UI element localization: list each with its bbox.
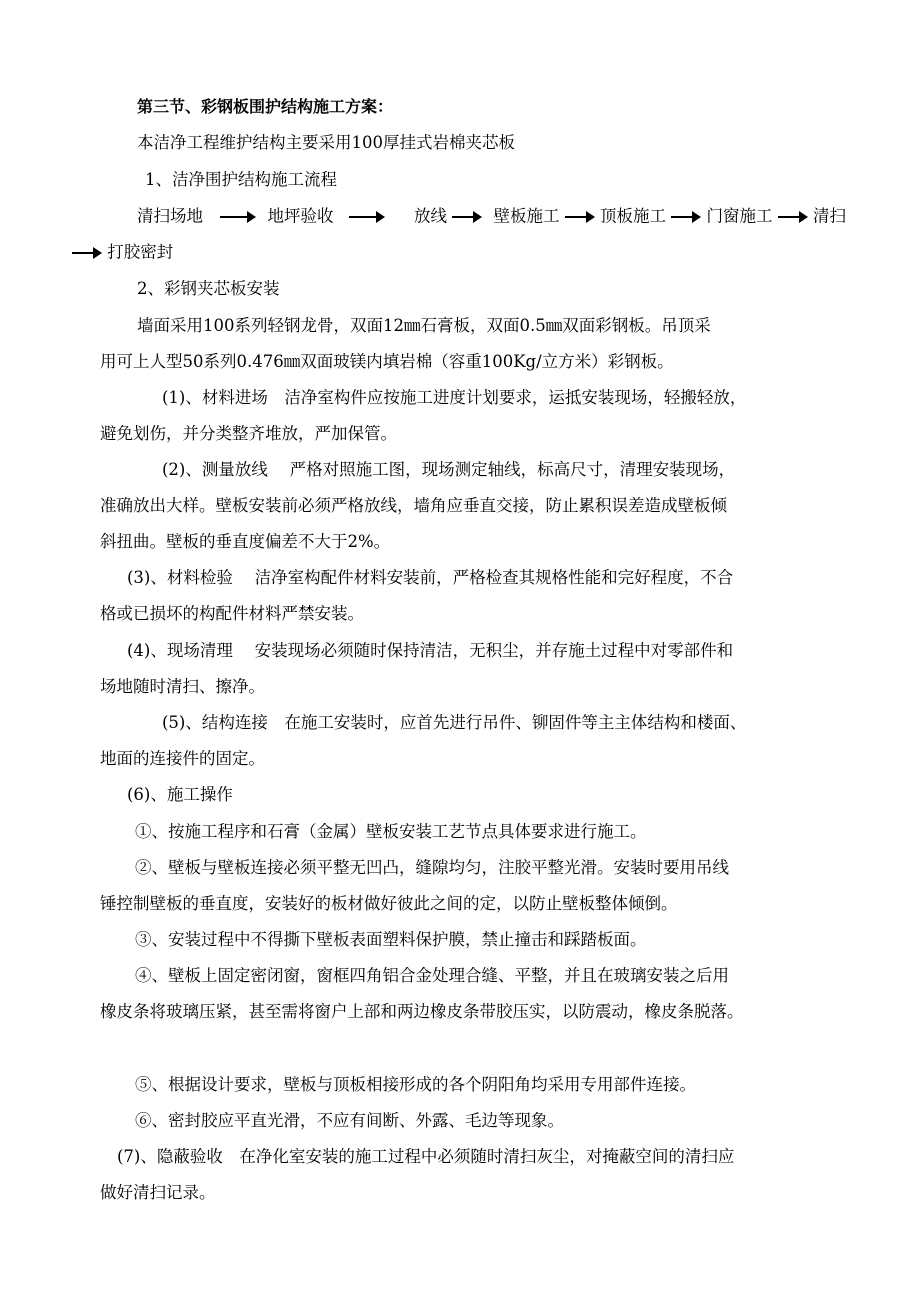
sub-item-4-line: 橡皮条将玻璃压紧，甚至需将窗户上部和两边橡皮条带胶压实，以防震动，橡皮条脱落。 xyxy=(100,1002,744,1021)
arrow-right-icon xyxy=(565,211,595,223)
item5-line: (5)、结构连接 在施工安装时，应首先进行吊件、铆固件等主主体结构和楼面、 xyxy=(162,713,747,732)
flow-step: 壁板施工 xyxy=(493,206,560,226)
flow-step: 清扫 xyxy=(813,206,846,226)
flow-step: 门窗施工 xyxy=(706,206,773,226)
arrow-right-icon xyxy=(452,211,482,223)
arrow-right-icon xyxy=(671,211,701,223)
sub-item-1: ①、按施工程序和石膏（金属）壁板安装工艺节点具体要求进行施工。 xyxy=(135,822,647,841)
arrow-right-icon xyxy=(778,211,808,223)
arrow-right-icon xyxy=(349,211,385,223)
flow-step: 地坪验收 xyxy=(267,206,334,226)
section-heading: 第三节、彩钢板围护结构施工方案： xyxy=(137,97,394,116)
item4-line: (4)、现场清理 安装现场必须随时保持清洁，无积尘，并存施土过程中对零部件和 xyxy=(127,641,734,660)
flow-step: 放线 xyxy=(414,206,447,226)
process-flow xyxy=(137,204,846,229)
item4-line: 场地随时清扫、擦净。 xyxy=(100,677,265,696)
sub-item-3: ③、安装过程中不得撕下壁板表面塑料保护膜，禁止撞击和踩踏板面。 xyxy=(135,930,647,949)
item7-line: (7)、隐蔽验收 在净化室安装的施工过程中必须随时清扫灰尘，对掩蔽空间的清扫应 xyxy=(117,1147,735,1166)
item3-line: (3)、材料检验 洁净室构配件材料安装前，严格检查其规格性能和完好程度，不合 xyxy=(127,568,734,587)
item2-line: (2)、测量放线 严格对照施工图，现场测定轴线，标高尺寸，清理安装现场， xyxy=(162,460,736,479)
arrow-right-icon xyxy=(220,211,256,223)
item6-title: (6)、施工操作 xyxy=(127,785,233,804)
item3-line: 格或已损坏的构配件材料严禁安装。 xyxy=(100,604,364,623)
sub-item-5: ⑤、根据设计要求，壁板与顶板相接形成的各个阴阳角均采用专用部件连接。 xyxy=(135,1075,696,1094)
item2-line: 准确放出大样。壁板安装前必须严格放线，墙角应垂直交接，防止累积误差造成壁板倾 xyxy=(100,496,727,515)
item7-line: 做好清扫记录。 xyxy=(100,1183,216,1202)
item1-line: 避免划伤，并分类整齐堆放，严加保管。 xyxy=(100,424,397,443)
wall-paragraph-line: 用可上人型50系列0.476㎜双面玻镁内填岩棉（容重100Kg/立方米）彩钢板。 xyxy=(100,352,674,371)
item5-line: 地面的连接件的固定。 xyxy=(100,749,265,768)
sub-item-6: ⑥、密封胶应平直光滑，不应有间断、外露、毛边等现象。 xyxy=(135,1111,564,1130)
sub-item-2-line: 锤控制壁板的垂直度，安装好的板材做好彼此之间的定，以防止壁板整体倾倒。 xyxy=(100,894,678,913)
section1-title: 1、洁净围护结构施工流程 xyxy=(145,170,337,189)
item2-line: 斜扭曲。壁板的垂直度偏差不大于2%。 xyxy=(100,532,391,551)
item1-line: (1)、材料进场 洁净室构件应按施工进度计划要求，运抵安装现场，轻搬轻放， xyxy=(162,388,747,407)
flow-step: 打胶密封 xyxy=(107,242,174,262)
flow-step: 顶板施工 xyxy=(600,206,666,226)
sub-item-4-line: ④、壁板上固定密闭窗，窗框四角铝合金处理合缝、平整，并且在玻璃安装之后用 xyxy=(135,966,729,985)
wall-paragraph-line: 墙面采用100系列轻钢龙骨，双面12㎜石膏板，双面0.5㎜双面彩钢板。吊顶采 xyxy=(137,316,711,335)
section2-title: 2、彩钢夹芯板安装 xyxy=(137,279,280,298)
arrow-right-icon xyxy=(72,247,102,259)
flow-step: 清扫场地 xyxy=(137,206,203,226)
sub-item-2-line: ②、壁板与壁板连接必须平整无凹凸，缝隙均匀，注胶平整光滑。安装时要用吊线 xyxy=(135,858,729,877)
intro-paragraph: 本洁净工程维护结构主要采用100厚挂式岩棉夹芯板 xyxy=(137,133,515,152)
process-flow-continued xyxy=(72,240,173,265)
